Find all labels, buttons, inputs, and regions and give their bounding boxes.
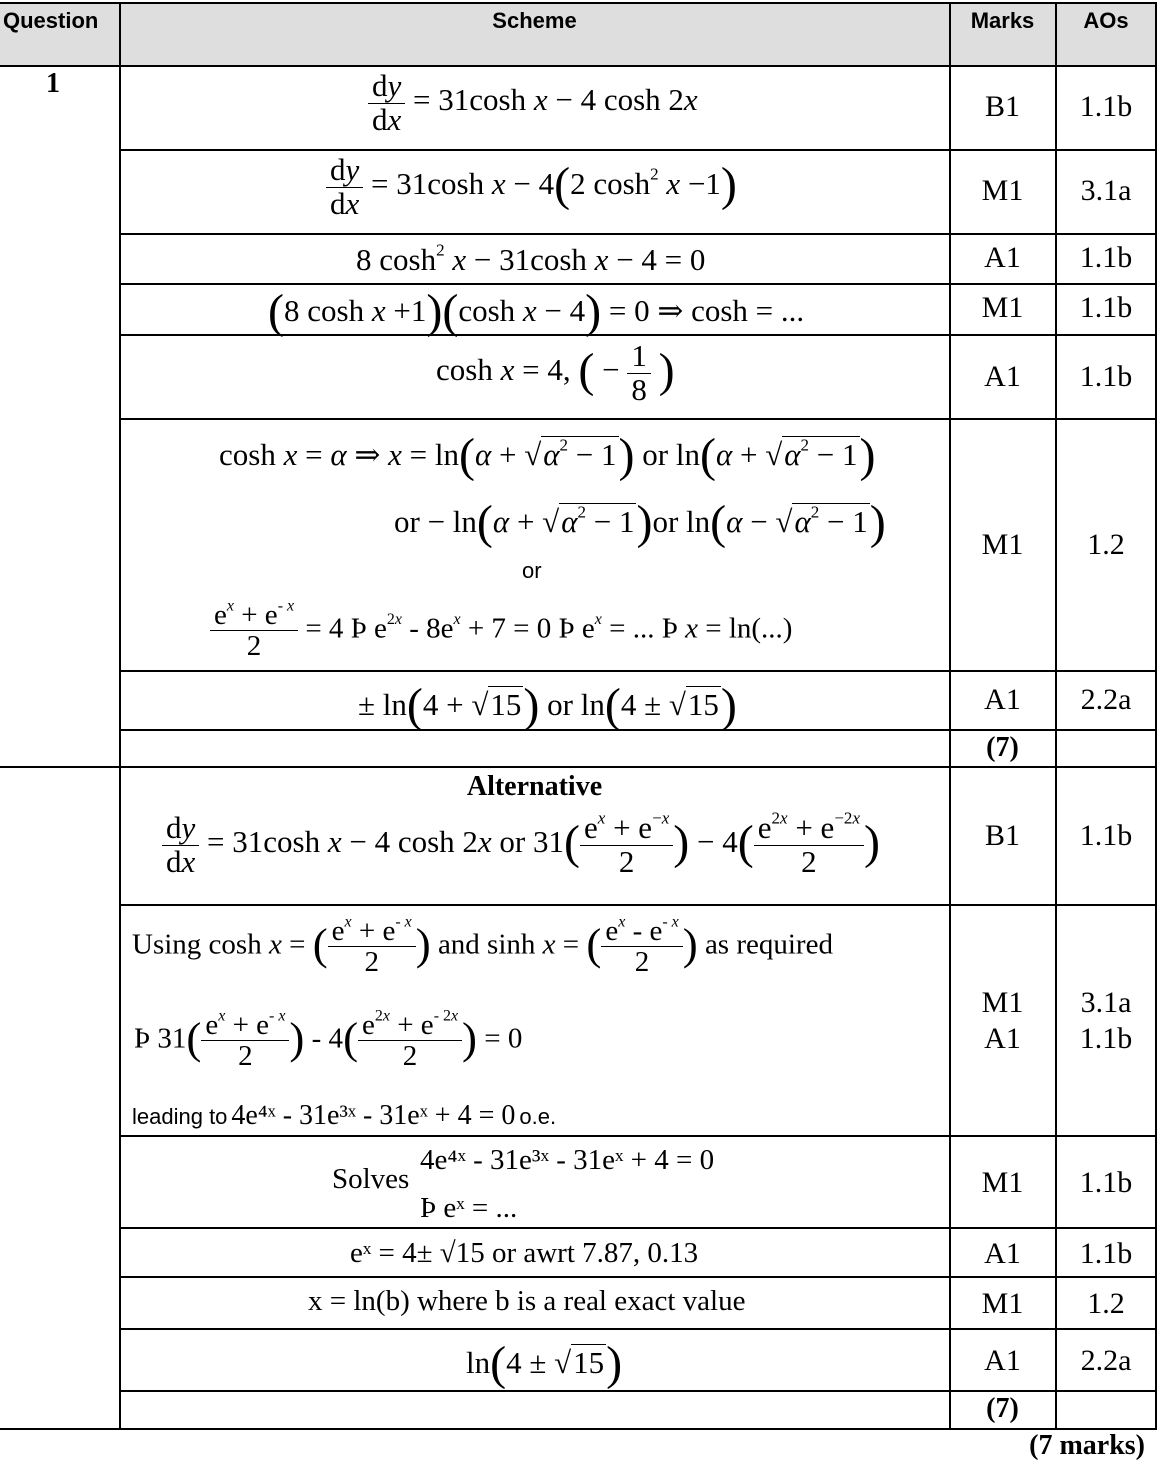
grid-line	[119, 670, 1157, 672]
mark-value: A1	[984, 360, 1021, 393]
scheme-expression: $\frac{e^x + e^{- x}}{2}$ = 4 Þ $e^{2x} - 8e^x + 7 = 0$ Þ $e^x$ = ... Þ x = ln(...)	[210, 600, 792, 662]
grid-line	[119, 233, 1157, 235]
scheme-expression: ± ln(4 + √15) or ln(4 ± √15)	[358, 679, 737, 732]
ao-value: 1.1b	[1079, 1237, 1133, 1270]
ao-value: 1.1b	[1079, 819, 1133, 852]
grid-line	[119, 904, 1157, 906]
mark-value: M1	[981, 986, 1024, 1019]
scheme-expression: Þ 31( $\frac{e^x + e^{- x}}{2}$ ) - 4( $\frac{e^{2x} + e^{- 2x}}{2}$ ) = 0	[134, 1007, 523, 1073]
header-aos: AOs	[1083, 8, 1129, 33]
mark-value: B1	[984, 819, 1020, 852]
ao-value: 3.1a	[1080, 174, 1132, 207]
scheme-expression: $\frac{dy}{dx}$ = 31cosh x − 4 cosh 2x or 31( $\frac{e^x + e^{-x}}{2}$ ) − 4( $\frac{e^{2x} + e^{-2x}}{2}$ )	[162, 812, 880, 878]
ao-value: 1.2	[1087, 528, 1125, 561]
ao-value: 1.1b	[1079, 291, 1133, 324]
grid-line	[119, 1328, 1157, 1330]
mark-value: B1	[984, 90, 1020, 123]
or-label: or	[522, 558, 542, 583]
scheme-expression: eˣ = 4± √15 or awrt 7.87, 0.13	[350, 1237, 699, 1269]
scheme-expression: $\frac{dy}{dx}$ = 31cosh x − 4 cosh 2x	[368, 70, 698, 136]
oe-label: o.e.	[519, 1104, 557, 1129]
leading-to-expression: 4e⁴ˣ - 31e³ˣ - 31eˣ + 4 = 0	[231, 1100, 516, 1131]
scheme-expression: x = ln(b) where b is a real exact value	[308, 1285, 746, 1317]
solves-label: Solves	[332, 1163, 410, 1195]
question-number: 1	[46, 68, 60, 99]
mark-value: A1	[984, 241, 1021, 274]
question-total: (7 marks)	[1029, 1430, 1145, 1461]
ao-value: 1.1b	[1079, 360, 1133, 393]
scheme-expression: 4e⁴ˣ - 31e³ˣ - 31eˣ + 4 = 0	[420, 1144, 715, 1176]
grid-line	[119, 418, 1157, 420]
mark-value: M1	[981, 1287, 1024, 1320]
section-total: (7)	[986, 1393, 1019, 1424]
scheme-expression: (8 cosh x +1)(cosh x − 4) = 0 ⇒ cosh = ...	[268, 285, 805, 338]
grid-line	[119, 149, 1157, 151]
scheme-expression: cosh x = α ⇒ $x = \ln(\alpha + √\alpha^2 - 1)$ or $\ln(\alpha + √\alpha^2 - 1)$	[219, 429, 876, 482]
mark-value: A1	[984, 683, 1021, 716]
leading-to-label: leading to	[132, 1104, 228, 1129]
mark-value: A1	[984, 1344, 1021, 1377]
ao-value: 1.2	[1087, 1287, 1125, 1320]
grid-line	[119, 2, 121, 1429]
mark-value: M1	[981, 528, 1024, 561]
alternative-heading: Alternative	[466, 771, 603, 802]
mark-value: M1	[981, 1166, 1024, 1199]
ao-value: 1.1b	[1079, 90, 1133, 123]
scheme-expression: Þ eˣ = ...	[420, 1192, 518, 1224]
ao-value: 2.2a	[1080, 1344, 1132, 1377]
ao-value: 3.1a	[1080, 986, 1132, 1019]
ao-value: 1.1b	[1079, 1022, 1133, 1055]
scheme-expression: Using cosh x = ( $\frac{e^x + e^{- x}}{2}$ ) and sinh x = ( $\frac{e^x - e^{- x}}{2}$ ) as required	[132, 913, 833, 979]
scheme-expression: cosh x = 4, ( − $\frac{1}{8}$ )	[436, 338, 675, 407]
scheme-expression: ln(4 ± √15)	[466, 1337, 623, 1390]
scheme-expression: or − $\ln(\alpha + √\alpha^2 - 1)or$ $\ln(\alpha - √\alpha^2 - 1)$	[394, 496, 886, 549]
leading-to-line	[132, 1100, 556, 1132]
mark-value: A1	[984, 1022, 1021, 1055]
section-total: (7)	[986, 732, 1019, 763]
header-marks: Marks	[970, 8, 1035, 33]
mark-value: M1	[981, 174, 1024, 207]
header-scheme: Scheme	[492, 8, 577, 33]
mark-value: M1	[981, 291, 1024, 324]
mark-value: A1	[984, 1237, 1021, 1270]
grid-line	[119, 1390, 1157, 1392]
grid-line	[0, 65, 1157, 67]
ao-value: 2.2a	[1080, 683, 1132, 716]
grid-line	[119, 1276, 1157, 1278]
header-question: Question	[3, 8, 99, 33]
scheme-expression: 8 $\cosh^2 x - 31\cosh$ x − 4 = 0	[356, 240, 706, 277]
grid-line	[119, 1227, 1157, 1229]
grid-line	[0, 766, 1157, 768]
grid-line	[119, 1135, 1157, 1137]
scheme-expression: $\frac{dy}{dx}$ = 31cosh x − 4(2 $\cosh^2 x -1$)	[326, 154, 737, 220]
grid-line	[0, 2, 1157, 4]
ao-value: 1.1b	[1079, 1166, 1133, 1199]
ao-value: 1.1b	[1079, 241, 1133, 274]
grid-line	[0, 1428, 1157, 1430]
